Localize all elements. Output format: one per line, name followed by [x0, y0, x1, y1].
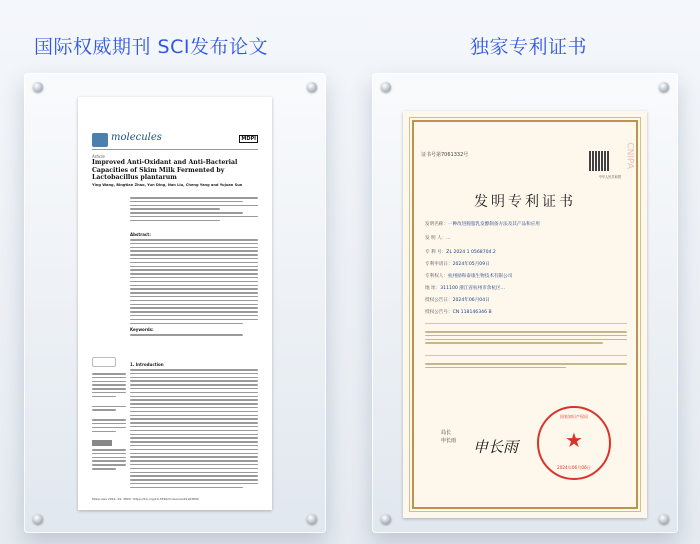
frame-pin-icon: [659, 82, 669, 92]
intro-heading: 1. Introduction: [130, 362, 164, 367]
journal-logo-icon: [92, 133, 108, 147]
frame-pin-icon: [33, 514, 43, 524]
keywords-label: Keywords:: [130, 327, 154, 333]
field-patent-number: 专 利 号：ZL 2024 1 0568704.2: [425, 250, 496, 255]
article-type: Article: [92, 154, 105, 159]
seal-star-icon: ★: [565, 428, 583, 452]
signature-title: 局长: [441, 430, 452, 436]
journal-name: molecules: [111, 132, 162, 143]
certificate-watermark: CNIPA: [625, 142, 635, 169]
patent-certificate: [403, 111, 647, 518]
certificate-body-text: [425, 363, 627, 371]
introduction: [130, 359, 258, 491]
field-inventors: 发 明 人：...: [425, 236, 451, 241]
abstract-label: Abstract:: [130, 232, 151, 237]
heading-left: 国际权威期刊 SCI发布论文: [34, 36, 268, 58]
certificate-title: 发明专利证书: [474, 194, 576, 210]
divider: [425, 355, 627, 356]
journal-header: [92, 131, 258, 150]
certificate-number: 证书号第7061332号: [421, 152, 469, 158]
creative-commons-icon: [92, 440, 112, 446]
frame-pin-icon: [659, 514, 669, 524]
heading-right: 独家专利证书: [470, 36, 588, 58]
field-invention-name: 发明名称：一种改进脱脂乳发酵制备方法及其产品和应用: [425, 222, 540, 227]
seal-text: 国家知识产权局: [560, 414, 588, 419]
affiliations: [130, 197, 258, 224]
abstract: [130, 229, 258, 338]
frame-pin-icon: [307, 514, 317, 524]
certificate-body-text: [425, 331, 627, 346]
paper-page: [78, 97, 272, 510]
seal-date: 2024年06月06日: [557, 465, 591, 470]
signature: 申长雨: [473, 438, 519, 456]
frame-pin-icon: [33, 82, 43, 92]
check-for-updates-icon: [92, 357, 116, 367]
official-seal-icon: [537, 406, 611, 480]
frame-pin-icon: [381, 514, 391, 524]
divider: [425, 323, 627, 324]
frame-pin-icon: [307, 82, 317, 92]
paper-sidebar: [92, 357, 126, 472]
field-address: 地 址：311100 浙江省杭州市余杭区...: [425, 286, 505, 291]
field-application-date: 专利申请日：2024年05月09日: [425, 262, 490, 267]
qr-caption: 中华人民共和国: [598, 175, 621, 179]
paper-title: Improved Anti-Oxidant and Anti-Bacterial Capacities of Skim Milk Fermented by Lactobacillus plantarum: [92, 159, 238, 181]
signature-name-print: 申长雨: [441, 438, 457, 444]
qr-code-icon: [589, 151, 609, 171]
field-grant-number: 授权公告号：CN 118146346 B: [425, 310, 492, 315]
paper-footer: Molecules 2024, 29, 3800. https://doi.org/10.3390/molecules29163800: [92, 497, 199, 501]
field-patentee: 专利权人：杭州励和泰康生物技术有限公司: [425, 274, 513, 279]
paper-authors: Ying Wang, Bingtian Zhao, Yun Ding, Nan Liu, Cheng Yang and Yujuan Sun: [92, 183, 243, 187]
publisher-logo: MDPI: [241, 136, 256, 142]
field-grant-date: 授权公告日：2024年06月04日: [425, 298, 490, 303]
frame-pin-icon: [381, 82, 391, 92]
